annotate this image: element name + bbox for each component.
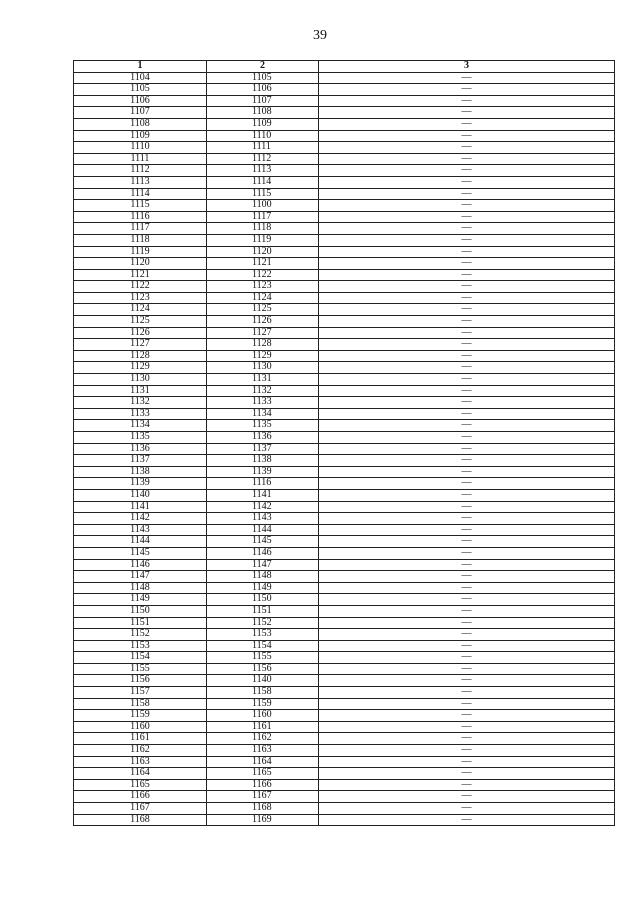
table-cell-col-3: — [319,455,615,467]
table-row [74,385,615,397]
table-cell-col-2: 1122 [207,269,319,281]
table-cell-col-2: 1100 [207,200,319,212]
table-cell-col-1: 1120 [74,258,207,270]
table-cell-col-1: 1141 [74,501,207,513]
table-cell-col-1: 1148 [74,582,207,594]
table-cell-col-3: — [319,316,615,328]
table-row [74,234,615,246]
table-cell-col-1: 1166 [74,791,207,803]
table-row [74,374,615,386]
table-cell-col-1: 1161 [74,733,207,745]
table-cell-col-1: 1116 [74,211,207,223]
table-cell-col-3: — [319,605,615,617]
column-header-2: 2 [207,61,319,73]
data-table [73,60,615,826]
table-cell-col-1: 1119 [74,246,207,258]
table-cell-col-2: 1168 [207,803,319,815]
table-cell-col-1: 1152 [74,629,207,641]
table-cell-col-3: — [319,176,615,188]
table-cell-col-1: 1163 [74,756,207,768]
table-cell-col-3: — [319,698,615,710]
table-cell-col-3: — [319,350,615,362]
table-cell-col-2: 1107 [207,95,319,107]
table-row [74,362,615,374]
table-cell-col-1: 1140 [74,489,207,501]
table-cell-col-2: 1133 [207,397,319,409]
table-row [74,710,615,722]
table-cell-col-2: 1160 [207,710,319,722]
table-row [74,304,615,316]
table-cell-col-1: 1153 [74,640,207,652]
table-cell-col-3: — [319,397,615,409]
table-cell-col-1: 1158 [74,698,207,710]
table-cell-col-3: — [319,803,615,815]
table-cell-col-3: — [319,779,615,791]
table-cell-col-3: — [319,211,615,223]
table-row [74,687,615,699]
table-cell-col-3: — [319,536,615,548]
table-cell-col-2: 1109 [207,118,319,130]
table-cell-col-2: 1143 [207,513,319,525]
table-cell-col-3: — [319,571,615,583]
table-cell-col-1: 1109 [74,130,207,142]
table-row [74,223,615,235]
table-body [74,72,615,826]
table-row [74,258,615,270]
table-cell-col-1: 1134 [74,420,207,432]
table-cell-col-1: 1122 [74,281,207,293]
table-cell-col-1: 1155 [74,663,207,675]
table-cell-col-2: 1119 [207,234,319,246]
column-header-1: 1 [74,61,207,73]
table-row [74,756,615,768]
table-cell-col-1: 1115 [74,200,207,212]
table-row [74,652,615,664]
table-cell-col-1: 1108 [74,118,207,130]
table-cell-col-3: — [319,246,615,258]
table-row [74,443,615,455]
table-cell-col-2: 1123 [207,281,319,293]
table-cell-col-1: 1156 [74,675,207,687]
table-cell-col-3: — [319,420,615,432]
table-cell-col-2: 1164 [207,756,319,768]
table-row [74,582,615,594]
table-row [74,118,615,130]
table-cell-col-2: 1163 [207,745,319,757]
table-row [74,84,615,96]
table-cell-col-2: 1152 [207,617,319,629]
table-row [74,432,615,444]
table-row [74,513,615,525]
table-cell-col-2: 1161 [207,721,319,733]
table-cell-col-2: 1154 [207,640,319,652]
table-row [74,721,615,733]
table-cell-col-2: 1149 [207,582,319,594]
table-cell-col-3: — [319,118,615,130]
table-cell-col-2: 1121 [207,258,319,270]
table-row [74,188,615,200]
table-cell-col-1: 1111 [74,153,207,165]
table-cell-col-3: — [319,188,615,200]
table-cell-col-3: — [319,594,615,606]
table-cell-col-3: — [319,501,615,513]
table-cell-col-1: 1129 [74,362,207,374]
table-cell-col-1: 1117 [74,223,207,235]
table-row [74,489,615,501]
table-cell-col-3: — [319,675,615,687]
table-cell-col-2: 1162 [207,733,319,745]
table-cell-col-2: 1118 [207,223,319,235]
table-row [74,466,615,478]
table-cell-col-2: 1115 [207,188,319,200]
table-cell-col-3: — [319,524,615,536]
table-cell-col-1: 1128 [74,350,207,362]
table-row [74,640,615,652]
table-cell-col-1: 1136 [74,443,207,455]
table-cell-col-2: 1169 [207,814,319,826]
table-row [74,803,615,815]
table-cell-col-1: 1142 [74,513,207,525]
table-cell-col-3: — [319,791,615,803]
table-header [74,61,615,73]
table-cell-col-2: 1138 [207,455,319,467]
table-cell-col-1: 1118 [74,234,207,246]
table-row [74,478,615,490]
table-cell-col-3: — [319,339,615,351]
table-cell-col-2: 1137 [207,443,319,455]
table-row [74,165,615,177]
table-cell-col-3: — [319,617,615,629]
table-row [74,95,615,107]
table-row [74,571,615,583]
table-row [74,316,615,328]
table-cell-col-2: 1127 [207,327,319,339]
table-cell-col-3: — [319,292,615,304]
table-cell-col-2: 1140 [207,675,319,687]
table-cell-col-3: — [319,432,615,444]
table-row [74,768,615,780]
table-row [74,397,615,409]
table-row [74,698,615,710]
table-cell-col-3: — [319,652,615,664]
table-cell-col-2: 1144 [207,524,319,536]
table-row [74,814,615,826]
table-row [74,350,615,362]
table-cell-col-3: — [319,72,615,84]
table-cell-col-2: 1112 [207,153,319,165]
table-row [74,292,615,304]
table-cell-col-3: — [319,385,615,397]
table-cell-col-1: 1113 [74,176,207,188]
table-cell-col-1: 1167 [74,803,207,815]
table-cell-col-2: 1147 [207,559,319,571]
table-cell-col-1: 1146 [74,559,207,571]
table-row [74,779,615,791]
table-cell-col-2: 1156 [207,663,319,675]
table-row [74,420,615,432]
table-cell-col-3: — [319,95,615,107]
table-cell-col-2: 1165 [207,768,319,780]
table-cell-col-3: — [319,281,615,293]
table-cell-col-3: — [319,733,615,745]
table-cell-col-2: 1141 [207,489,319,501]
table-cell-col-3: — [319,200,615,212]
table-cell-col-3: — [319,130,615,142]
table-row [74,524,615,536]
table-cell-col-2: 1155 [207,652,319,664]
table-cell-col-1: 1135 [74,432,207,444]
table-cell-col-1: 1123 [74,292,207,304]
table-row [74,200,615,212]
table-cell-col-2: 1124 [207,292,319,304]
table-cell-col-2: 1153 [207,629,319,641]
table-row [74,107,615,119]
table-cell-col-3: — [319,362,615,374]
page-number: 39 [313,28,327,43]
table-cell-col-2: 1113 [207,165,319,177]
table-cell-col-1: 1144 [74,536,207,548]
table-cell-col-2: 1105 [207,72,319,84]
table-row [74,211,615,223]
table-cell-col-1: 1168 [74,814,207,826]
table-cell-col-1: 1159 [74,710,207,722]
table-cell-col-1: 1139 [74,478,207,490]
table-cell-col-3: — [319,304,615,316]
table-cell-col-1: 1127 [74,339,207,351]
table-cell-col-2: 1114 [207,176,319,188]
data-table-container [73,60,614,826]
table-cell-col-3: — [319,687,615,699]
table-row [74,536,615,548]
header-row [74,61,615,73]
table-cell-col-2: 1142 [207,501,319,513]
table-cell-col-1: 1154 [74,652,207,664]
table-cell-col-3: — [319,478,615,490]
table-cell-col-3: — [319,374,615,386]
table-cell-col-3: — [319,466,615,478]
table-cell-col-3: — [319,640,615,652]
column-header-3: 3 [319,61,615,73]
table-cell-col-2: 1106 [207,84,319,96]
table-cell-col-1: 1165 [74,779,207,791]
table-cell-col-1: 1145 [74,547,207,559]
table-cell-col-3: — [319,814,615,826]
table-cell-col-1: 1104 [74,72,207,84]
table-cell-col-3: — [319,559,615,571]
table-cell-col-2: 1128 [207,339,319,351]
table-cell-col-2: 1132 [207,385,319,397]
table-cell-col-3: — [319,513,615,525]
table-cell-col-3: — [319,84,615,96]
table-cell-col-1: 1130 [74,374,207,386]
table-row [74,663,615,675]
table-cell-col-2: 1139 [207,466,319,478]
table-row [74,745,615,757]
table-row [74,675,615,687]
table-cell-col-2: 1167 [207,791,319,803]
table-cell-col-1: 1164 [74,768,207,780]
table-cell-col-1: 1112 [74,165,207,177]
table-row [74,791,615,803]
table-cell-col-3: — [319,629,615,641]
table-row [74,281,615,293]
table-cell-col-3: — [319,269,615,281]
table-cell-col-1: 1106 [74,95,207,107]
table-cell-col-1: 1151 [74,617,207,629]
table-cell-col-1: 1160 [74,721,207,733]
table-cell-col-2: 1136 [207,432,319,444]
table-cell-col-1: 1105 [74,84,207,96]
table-cell-col-3: — [319,153,615,165]
table-cell-col-2: 1117 [207,211,319,223]
table-cell-col-1: 1114 [74,188,207,200]
table-cell-col-1: 1133 [74,408,207,420]
table-row [74,605,615,617]
table-cell-col-1: 1150 [74,605,207,617]
table-cell-col-2: 1134 [207,408,319,420]
table-cell-col-1: 1124 [74,304,207,316]
table-row [74,327,615,339]
table-cell-col-2: 1151 [207,605,319,617]
table-row [74,269,615,281]
table-cell-col-3: — [319,165,615,177]
table-row [74,339,615,351]
table-cell-col-1: 1110 [74,142,207,154]
table-row [74,629,615,641]
table-row [74,142,615,154]
table-cell-col-1: 1143 [74,524,207,536]
table-cell-col-2: 1135 [207,420,319,432]
table-cell-col-1: 1126 [74,327,207,339]
table-cell-col-3: — [319,408,615,420]
table-row [74,176,615,188]
table-cell-col-3: — [319,547,615,559]
table-row [74,559,615,571]
table-cell-col-3: — [319,710,615,722]
table-cell-col-2: 1110 [207,130,319,142]
table-cell-col-2: 1130 [207,362,319,374]
table-cell-col-2: 1146 [207,547,319,559]
table-cell-col-3: — [319,756,615,768]
table-cell-col-1: 1137 [74,455,207,467]
table-cell-col-1: 1149 [74,594,207,606]
table-row [74,547,615,559]
table-cell-col-3: — [319,489,615,501]
table-cell-col-3: — [319,223,615,235]
table-row [74,733,615,745]
table-cell-col-1: 1125 [74,316,207,328]
table-cell-col-2: 1116 [207,478,319,490]
table-cell-col-2: 1129 [207,350,319,362]
table-cell-col-3: — [319,107,615,119]
table-row [74,153,615,165]
table-cell-col-1: 1132 [74,397,207,409]
table-cell-col-2: 1111 [207,142,319,154]
table-row [74,455,615,467]
table-cell-col-3: — [319,234,615,246]
table-cell-col-3: — [319,768,615,780]
table-cell-col-2: 1145 [207,536,319,548]
table-cell-col-3: — [319,443,615,455]
table-cell-col-2: 1150 [207,594,319,606]
table-row [74,408,615,420]
table-cell-col-2: 1148 [207,571,319,583]
table-cell-col-1: 1147 [74,571,207,583]
table-cell-col-2: 1108 [207,107,319,119]
table-cell-col-2: 1126 [207,316,319,328]
table-cell-col-2: 1158 [207,687,319,699]
table-row [74,246,615,258]
table-cell-col-3: — [319,327,615,339]
table-cell-col-2: 1120 [207,246,319,258]
table-cell-col-1: 1157 [74,687,207,699]
table-row [74,617,615,629]
table-cell-col-2: 1166 [207,779,319,791]
table-cell-col-1: 1162 [74,745,207,757]
table-cell-col-3: — [319,142,615,154]
table-cell-col-1: 1107 [74,107,207,119]
table-row [74,594,615,606]
table-row [74,72,615,84]
table-cell-col-2: 1131 [207,374,319,386]
table-cell-col-3: — [319,721,615,733]
table-cell-col-3: — [319,663,615,675]
table-cell-col-1: 1121 [74,269,207,281]
table-cell-col-2: 1159 [207,698,319,710]
table-row [74,130,615,142]
table-row [74,501,615,513]
table-cell-col-3: — [319,258,615,270]
table-cell-col-3: — [319,582,615,594]
table-cell-col-2: 1125 [207,304,319,316]
table-cell-col-1: 1131 [74,385,207,397]
table-cell-col-1: 1138 [74,466,207,478]
table-cell-col-3: — [319,745,615,757]
